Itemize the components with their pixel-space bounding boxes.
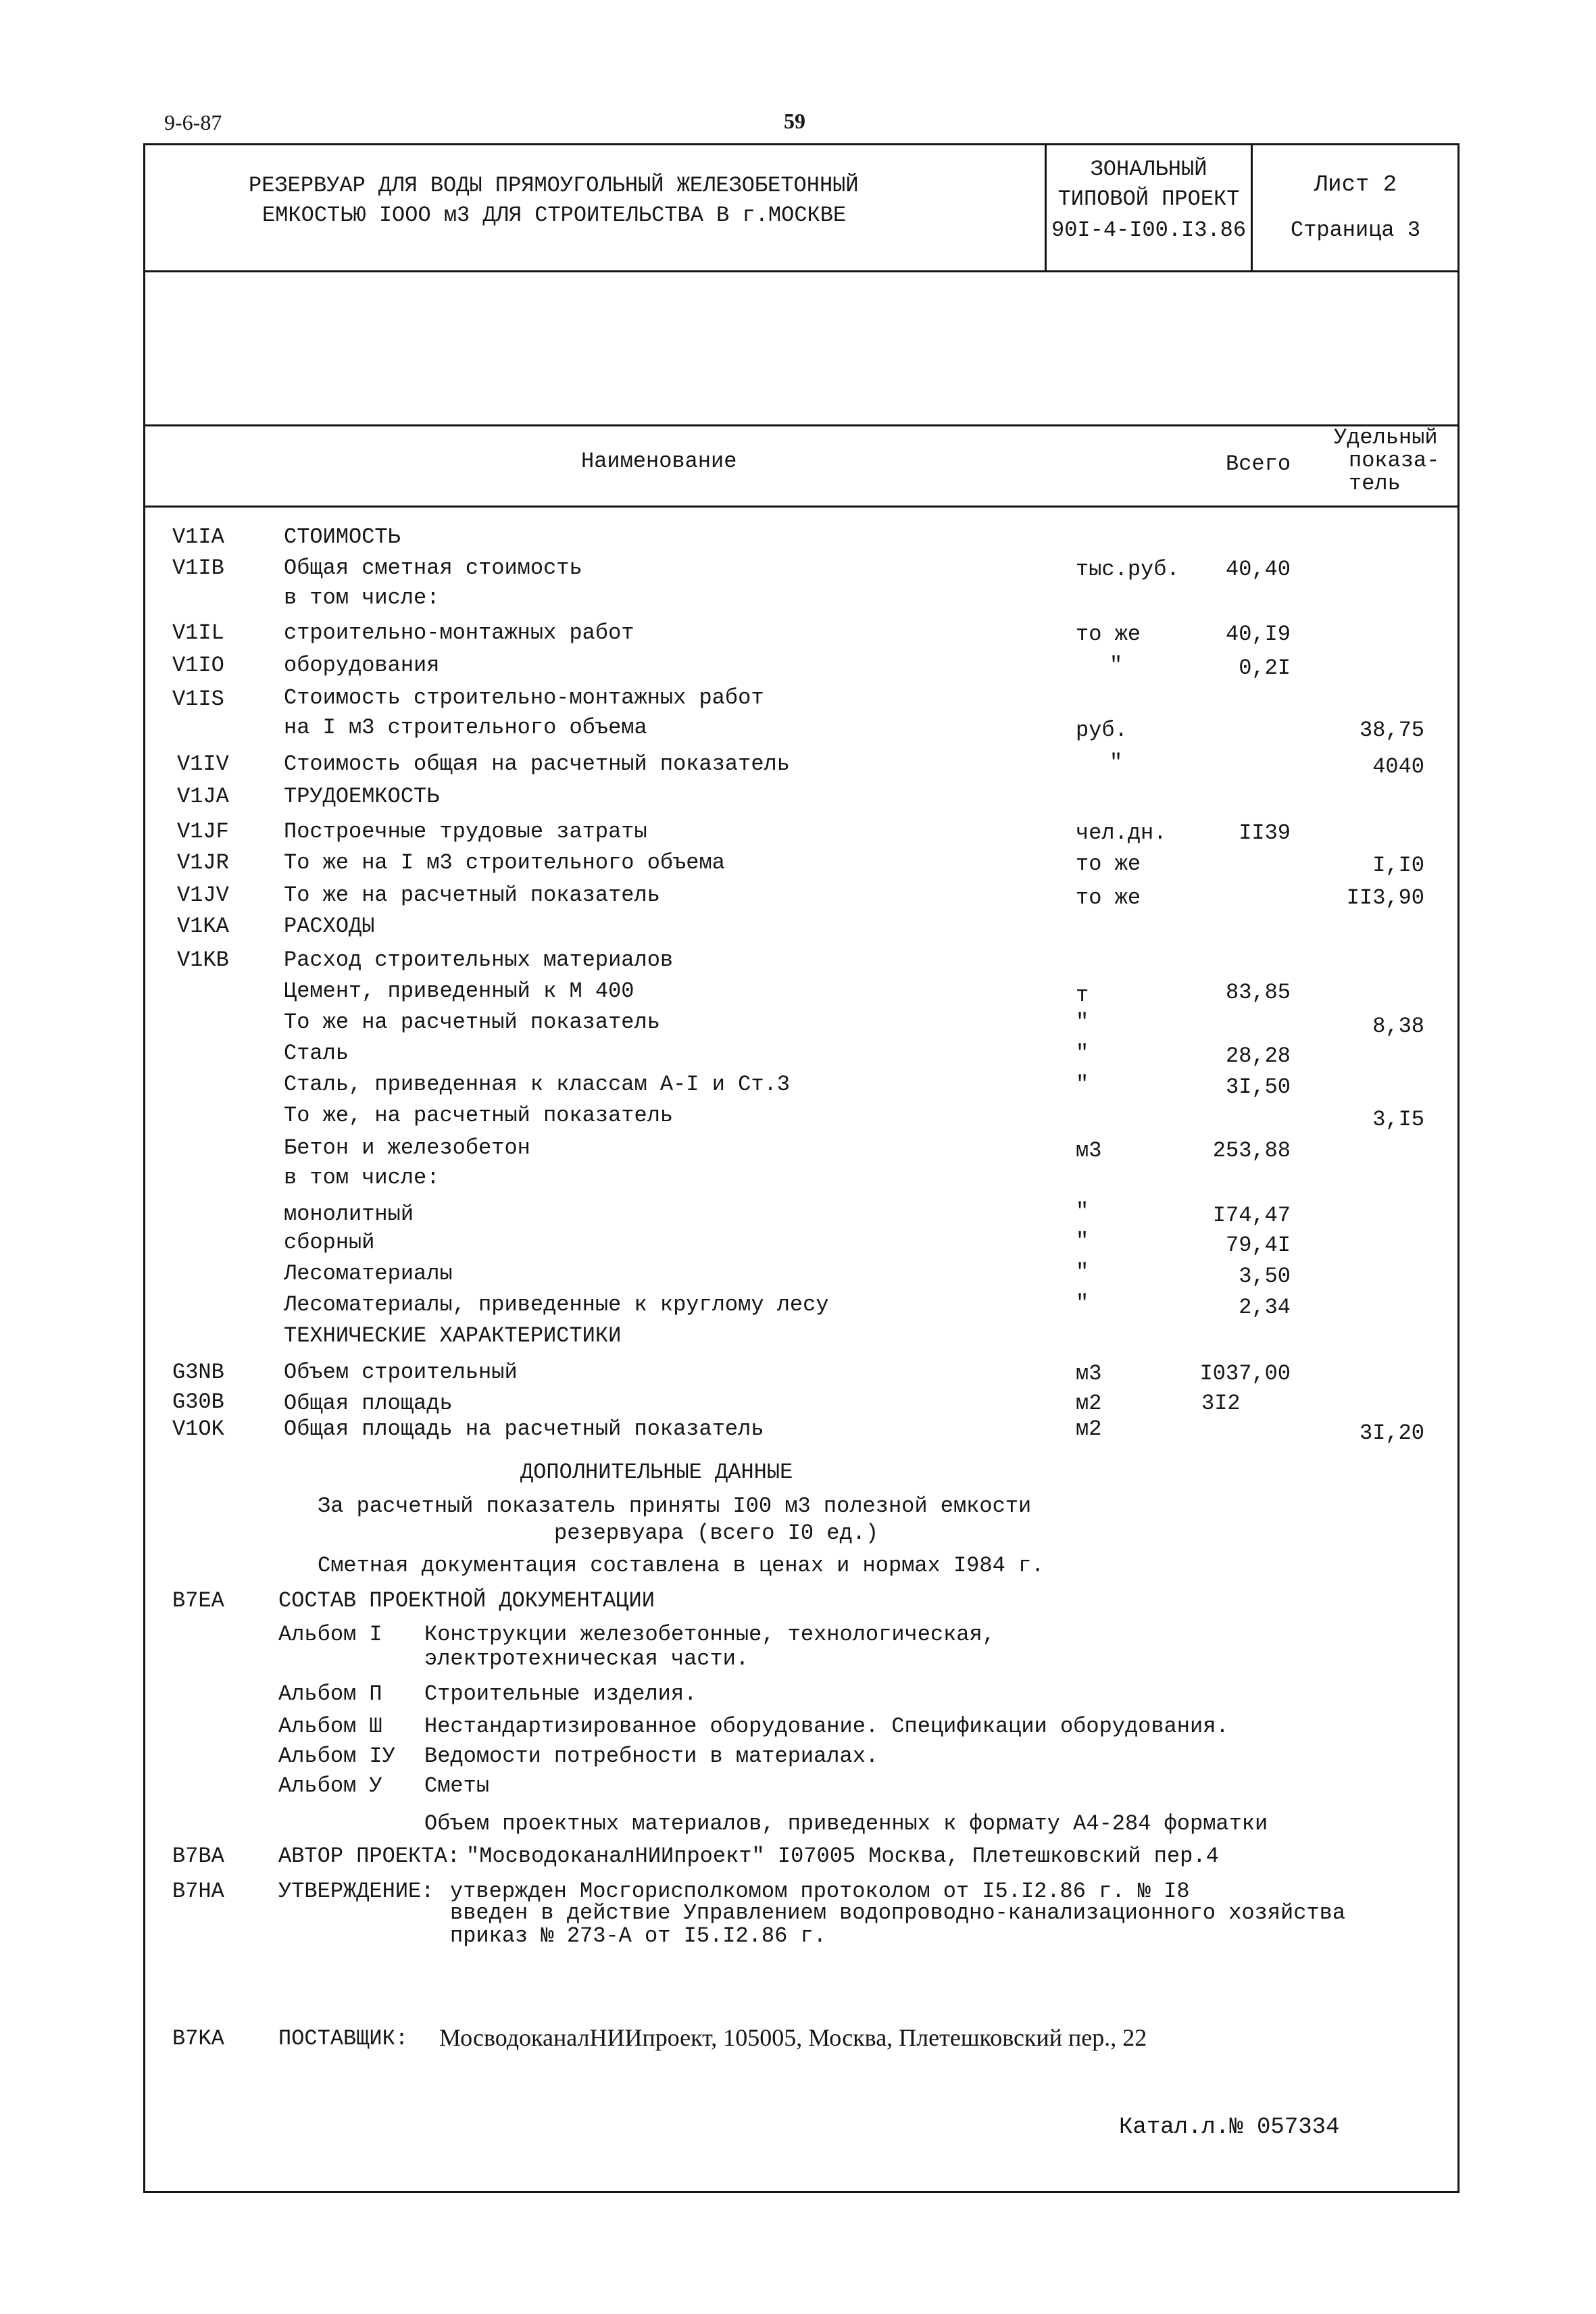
additional-heading: ДОПОЛНИТЕЛЬНЫЕ ДАННЫЕ [520, 1460, 793, 1485]
row-code: V1IA [172, 524, 224, 549]
row-name: монолитный [284, 1202, 414, 1227]
row-code: V1JF [177, 819, 229, 844]
row-name: То же на расчетный показатель [284, 883, 660, 908]
row-total: I74,47 [1212, 1203, 1291, 1228]
row-name: Бетон и железобетон [284, 1135, 530, 1160]
row-total: 28,28 [1225, 1043, 1291, 1068]
author-label: АВТОР ПРОЕКТА: [278, 1844, 460, 1869]
col-total-header: Всего [1226, 451, 1291, 476]
row-code: G30B [172, 1389, 224, 1414]
additional-line-2: резервуара (всего I0 ед.) [554, 1521, 879, 1546]
row-specific: I,I0 [1372, 853, 1424, 878]
row-unit: " [1076, 1291, 1089, 1316]
row-name: Стоимость общая на расчетный показатель [284, 752, 790, 777]
row-total: II39 [1239, 820, 1291, 845]
page-number: 59 [784, 109, 805, 133]
row-total: 40,40 [1225, 557, 1291, 582]
approval-label: УТВЕРЖДЕНИЕ: [278, 1879, 434, 1904]
sheet-number: Лист 2 [1314, 172, 1397, 198]
project-line-1: ЗОНАЛЬНЫЙ [1090, 157, 1207, 182]
row-specific: 3,I5 [1372, 1107, 1424, 1132]
row-name: на I м3 строительного объема [284, 715, 647, 740]
row-name: Общая площадь на расчетный показатель [284, 1417, 764, 1442]
row-code: V1IB [172, 556, 224, 581]
row-total: I037,00 [1199, 1361, 1291, 1386]
row-total: 3,50 [1239, 1264, 1291, 1289]
composition-code: B7EA [172, 1588, 224, 1613]
row-unit: то же [1076, 852, 1141, 877]
supplier-text: МосводоканалНИИпроект, 105005, Москва, Плетешковский пер., 22 [439, 2024, 1147, 2051]
row-unit: " [1109, 653, 1123, 678]
row-total: 40,I9 [1225, 622, 1291, 647]
row-unit: то же [1076, 885, 1141, 910]
row-total: 2,34 [1239, 1295, 1291, 1320]
col-name-header: Наименование [581, 449, 737, 474]
row-name: Лесоматериалы [284, 1261, 453, 1286]
row-code: V1JV [177, 883, 229, 908]
row-name: Стоимость строительно-монтажных работ [284, 685, 764, 710]
album-text: электротехническая части. [424, 1646, 749, 1671]
row-name: оборудования [284, 653, 440, 678]
row-code: V1IV [177, 752, 229, 777]
album-label: Альбом П [278, 1681, 382, 1706]
album-text: Конструкции железобетонные, технологическая, [424, 1622, 995, 1647]
row-total: 253,88 [1212, 1138, 1291, 1163]
album-text: Нестандартизированное оборудование. Спецификации оборудования. [424, 1714, 1229, 1739]
row-total: 3I2 [1201, 1391, 1241, 1416]
col-specific-header-1: Удельный [1334, 425, 1438, 450]
row-unit: м2 [1076, 1391, 1102, 1416]
row-name: Общая сметная стоимость [284, 556, 582, 581]
row-name: То же на I м3 строительного объема [284, 850, 725, 875]
row-unit: " [1076, 1199, 1089, 1224]
title-line-2: ЕМКОСТЬЮ IООО м3 ДЛЯ СТРОИТЕЛЬСТВА В г.МОСКВЕ [262, 203, 847, 228]
row-name: ТЕХНИЧЕСКИЕ ХАРАКТЕРИСТИКИ [284, 1323, 622, 1348]
row-unit: м2 [1076, 1417, 1102, 1442]
row-code: V1JA [177, 784, 229, 809]
row-code: G3NB [172, 1360, 224, 1385]
bottom-border [143, 2191, 1460, 2193]
row-specific: 8,38 [1372, 1014, 1424, 1039]
row-name: Цемент, приведенный к М 400 [284, 979, 634, 1004]
row-unit: м3 [1076, 1361, 1102, 1386]
album-label: Альбом IУ [278, 1744, 395, 1769]
row-name: ТРУДОЕМКОСТЬ [284, 784, 440, 809]
row-code: V1IO [172, 653, 224, 678]
row-unit: " [1076, 1041, 1089, 1066]
row-name: Объем строительный [284, 1360, 518, 1385]
row-unit: " [1076, 1072, 1089, 1097]
row-name: То же, на расчетный показатель [284, 1103, 674, 1128]
row-name: сборный [284, 1230, 375, 1255]
additional-line-3: Сметная документация составлена в ценах и нормах I984 г. [318, 1553, 1045, 1578]
row-specific: II3,90 [1346, 885, 1424, 910]
row-code: V1KB [177, 947, 229, 973]
project-line-2: ТИПОВОЙ ПРОЕКТ [1057, 187, 1240, 212]
row-name: СТОИМОСТЬ [284, 524, 401, 549]
album-text: Ведомости потребности в материалах. [424, 1744, 879, 1769]
catalog-number: Катал.л.№ 057334 [1119, 2115, 1340, 2140]
row-unit: м3 [1076, 1138, 1102, 1163]
album-label: Альбом У [278, 1773, 382, 1798]
composition-volume: Объем проектных материалов, приведенных к формату А4-284 форматки [424, 1811, 1268, 1836]
row-code: V1JR [177, 850, 229, 875]
row-name: Расход строительных материалов [284, 947, 674, 973]
approval-line-3: приказ № 273-А от I5.I2.86 г. [450, 1923, 826, 1948]
approval-code: B7HA [172, 1879, 224, 1904]
row-unit: чел.дн. [1076, 820, 1167, 845]
author-code: B7BA [172, 1844, 224, 1869]
title-line-1: РЕЗЕРВУАР ДЛЯ ВОДЫ ПРЯМОУГОЛЬНЫЙ ЖЕЛЕЗОБЕТОННЫЙ [249, 173, 859, 198]
row-name: в том числе: [284, 1165, 440, 1190]
row-total: 0,2I [1239, 656, 1291, 681]
row-unit: руб. [1076, 718, 1128, 743]
approval-line-1: утвержден Мосгорисполкомом протоколом от I5.I2.86 г. № I8 [450, 1879, 1190, 1904]
row-code: V1KA [177, 914, 229, 939]
row-total: 3I,50 [1225, 1075, 1291, 1100]
row-total: 83,85 [1225, 980, 1291, 1005]
row-unit: " [1109, 750, 1123, 775]
col-specific-header-2: показа- [1349, 448, 1440, 473]
row-name: Общая площадь [284, 1391, 453, 1416]
supplier-code: B7KA [172, 2026, 224, 2051]
row-specific: 38,75 [1359, 718, 1424, 743]
doc-code: 9-6-87 [164, 110, 222, 134]
row-code: V1IS [172, 687, 224, 712]
row-unit: то же [1076, 622, 1141, 647]
composition-heading: СОСТАВ ПРОЕКТНОЙ ДОКУМЕНТАЦИИ [278, 1588, 655, 1613]
row-code: V1OK [172, 1417, 224, 1442]
album-text: Строительные изделия. [424, 1681, 697, 1706]
row-unit: тыс.руб. [1076, 557, 1180, 582]
row-specific: 4040 [1372, 754, 1424, 779]
row-name: в том числе: [284, 585, 440, 610]
project-number: 90I-4-I00.I3.86 [1051, 218, 1247, 243]
row-specific: 3I,20 [1359, 1421, 1424, 1446]
supplier-label: ПОСТАВЩИК: [278, 2026, 409, 2051]
approval-line-2: введен в действие Управлением водопроводно-канализационного хозяйства [450, 1900, 1346, 1925]
row-unit: " [1076, 1010, 1089, 1035]
album-label: Альбом Ш [278, 1714, 382, 1739]
row-name: Сталь [284, 1041, 349, 1066]
col-specific-header-3: тель [1349, 471, 1401, 496]
author-text: "МосводоканалНИИпроект" I07005 Москва, Плетешковский пер.4 [466, 1844, 1219, 1869]
album-label: Альбом I [278, 1622, 382, 1647]
additional-line-1: За расчетный показатель приняты I00 м3 полезной емкости [318, 1494, 1032, 1519]
row-name: Сталь, приведенная к классам А-I и Ст.3 [284, 1072, 790, 1097]
page-label: Страница 3 [1290, 218, 1421, 243]
row-name: РАСХОДЫ [284, 914, 375, 939]
row-unit: т [1076, 983, 1089, 1008]
row-code: V1IL [172, 620, 224, 645]
row-name: То же на расчетный показатель [284, 1010, 660, 1035]
row-name: Построечные трудовые затраты [284, 819, 647, 844]
row-name: строительно-монтажных работ [284, 620, 634, 645]
row-name: Лесоматериалы, приведенные к круглому лесу [284, 1292, 829, 1317]
album-text: Сметы [424, 1773, 490, 1798]
row-total: 79,4I [1225, 1233, 1291, 1258]
row-unit: " [1076, 1260, 1089, 1285]
row-unit: " [1076, 1229, 1089, 1254]
